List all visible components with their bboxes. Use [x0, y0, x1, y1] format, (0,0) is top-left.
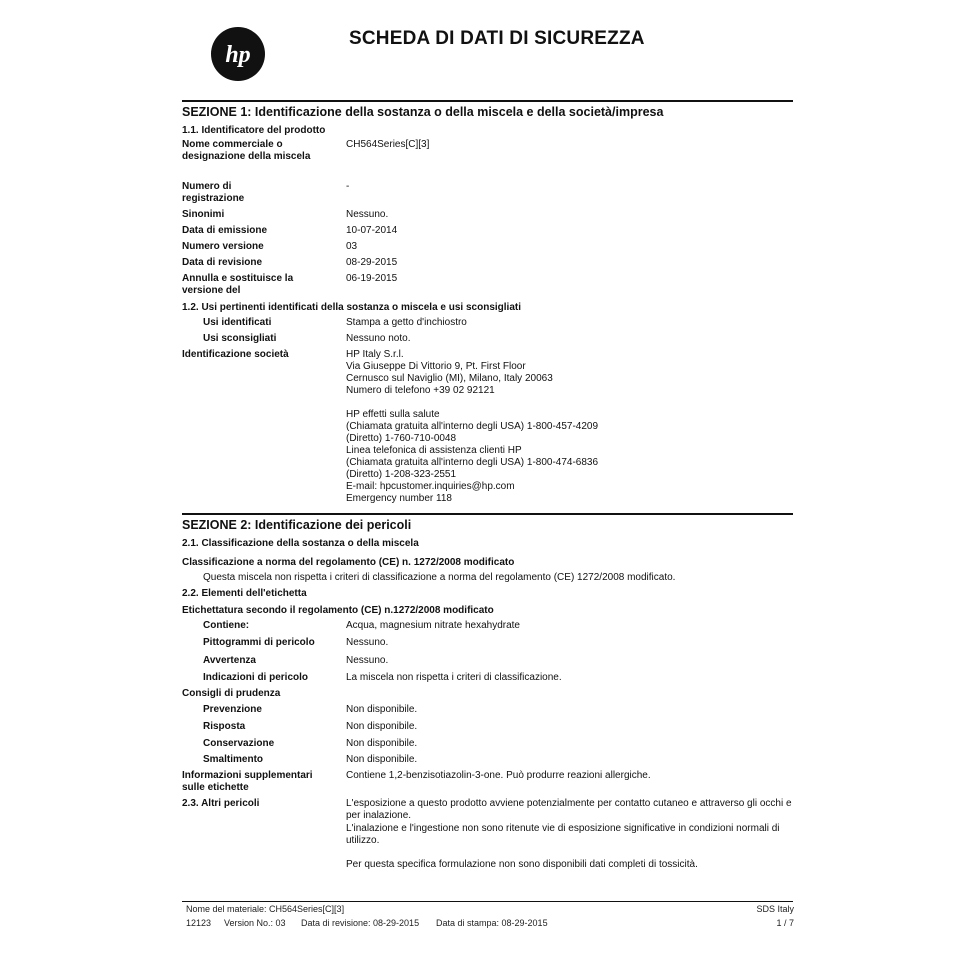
value-supplementary: Contiene 1,2-benzisotiazolin-3-one. Può produrre reazioni allergiche. [346, 770, 651, 781]
section-rule [182, 100, 793, 102]
footer-version: Version No.: 03 [224, 918, 286, 928]
label-supplementary: Informazioni supplementari sulle etichette [182, 770, 313, 793]
value-uses-advised-against: Nessuno noto. [346, 333, 411, 344]
value-version: 03 [346, 241, 358, 252]
contact-line: (Diretto) 1-208-323-2551 [346, 469, 457, 480]
value-response: Non disponibile. [346, 721, 418, 732]
value-synonyms: Nessuno. [346, 209, 389, 220]
contact-line: (Chiamata gratuita all'interno degli USA) 1-800-457-4209 [346, 421, 599, 432]
label-company: Identificazione società [182, 349, 289, 360]
subsection-1-2: 1.2. Usi pertinenti identificati della sostanza o miscela e usi sconsigliati [182, 302, 521, 313]
label-signal-word: Avvertenza [203, 655, 256, 666]
subsection-1-1: 1.1. Identificatore del prodotto [182, 125, 326, 136]
company-address-block [346, 349, 796, 397]
classification-text: Questa miscela non rispetta i criteri di classificazione a norma del regolamento (CE) 1272/2008 modificato. [203, 572, 676, 583]
value-issue-date: 10-07-2014 [346, 225, 398, 236]
footer-revision-date: Data di revisione: 08-29-2015 [301, 918, 420, 928]
contact-line: HP effetti sulla salute [346, 409, 440, 420]
value-identified-uses: Stampa a getto d'inchiostro [346, 317, 467, 328]
footer-doc-id: 12123 [186, 918, 212, 928]
label-identified-uses: Usi identificati [203, 317, 272, 328]
label-revision-date: Data di revisione [182, 257, 263, 268]
other-hazards-p1: L'esposizione a questo prodotto avviene potenzialmente per contatto cutaneo e attraverso gli occhi e per inalazione. [346, 798, 792, 821]
value-pictograms: Nessuno. [346, 637, 389, 648]
contact-block [346, 409, 796, 505]
value-disposal: Non disponibile. [346, 754, 418, 765]
footer-rule [182, 901, 793, 902]
label-other-hazards: 2.3. Altri pericoli [182, 798, 260, 809]
company-line: Numero di telefono +39 02 92121 [346, 385, 495, 396]
section-2-title: SEZIONE 2: Identificazione dei pericoli [182, 518, 412, 532]
subsection-2-2: 2.2. Elementi dell'etichetta [182, 588, 307, 599]
contact-line: Emergency number 118 [346, 493, 452, 504]
label-trade-name: Nome commerciale o designazione della miscela [182, 139, 311, 162]
label-pictograms: Pittogrammi di pericolo [203, 637, 315, 648]
document-title: SCHEDA DI DATI DI SICUREZZA [349, 28, 645, 49]
label-issue-date: Data di emissione [182, 225, 268, 236]
other-hazards-p2: L'inalazione e l'ingestione non sono ritenute vie di esposizione significative in condizioni normali di utilizzo. [346, 823, 780, 846]
footer-page-number: 1 / 7 [776, 918, 794, 928]
label-precautionary: Consigli di prudenza [182, 688, 281, 699]
section-1-title: SEZIONE 1: Identificazione della sostanza o della miscela e della società/impresa [182, 105, 664, 119]
value-signal-word: Nessuno. [346, 655, 389, 666]
value-storage: Non disponibile. [346, 738, 418, 749]
footer-print-date: Data di stampa: 08-29-2015 [436, 918, 548, 928]
hp-logo [210, 26, 266, 82]
label-registration: Numero di registrazione [182, 181, 245, 204]
labelling-heading: Etichettatura secondo il regolamento (CE) n.1272/2008 modificato [182, 605, 494, 616]
other-hazards-p3: Per questa specifica formulazione non sono disponibili dati completi di tossicità. [346, 859, 698, 870]
footer-material: Nome del materiale: CH564Series[C][3] [186, 904, 345, 914]
value-hazard-statements: La miscela non rispetta i criteri di classificazione. [346, 672, 562, 683]
value-registration: - [346, 181, 350, 192]
company-line: HP Italy S.r.l. [346, 349, 404, 360]
value-revision-date: 08-29-2015 [346, 257, 398, 268]
value-trade-name: CH564Series[C][3] [346, 139, 430, 150]
contact-line: E-mail: hpcustomer.inquiries@hp.com [346, 481, 515, 492]
footer-region: SDS Italy [756, 904, 794, 914]
label-storage: Conservazione [203, 738, 275, 749]
contact-line: (Chiamata gratuita all'interno degli USA) 1-800-474-6836 [346, 457, 599, 468]
hp-logo-text: hp [225, 42, 251, 68]
value-supersedes: 06-19-2015 [346, 273, 398, 284]
label-disposal: Smaltimento [203, 754, 264, 765]
company-line: Cernusco sul Naviglio (MI), Milano, Italy 20063 [346, 373, 553, 384]
label-prevention: Prevenzione [203, 704, 262, 715]
label-contains: Contiene: [203, 620, 250, 631]
label-hazard-statements: Indicazioni di pericolo [203, 672, 309, 683]
classification-heading: Classificazione a norma del regolamento (CE) n. 1272/2008 modificato [182, 557, 515, 568]
value-prevention: Non disponibile. [346, 704, 418, 715]
contact-line: (Diretto) 1-760-710-0048 [346, 433, 457, 444]
section-rule [182, 513, 793, 515]
subsection-2-1: 2.1. Classificazione della sostanza o della miscela [182, 538, 419, 549]
label-version: Numero versione [182, 241, 264, 252]
label-supersedes: Annulla e sostituisce la versione del [182, 273, 294, 296]
company-line: Via Giuseppe Di Vittorio 9, Pt. First Floor [346, 361, 526, 372]
value-contains: Acqua, magnesium nitrate hexahydrate [346, 620, 520, 631]
label-synonyms: Sinonimi [182, 209, 225, 220]
label-uses-advised-against: Usi sconsigliati [203, 333, 277, 344]
contact-line: Linea telefonica di assistenza clienti HP [346, 445, 522, 456]
label-response: Risposta [203, 721, 246, 732]
